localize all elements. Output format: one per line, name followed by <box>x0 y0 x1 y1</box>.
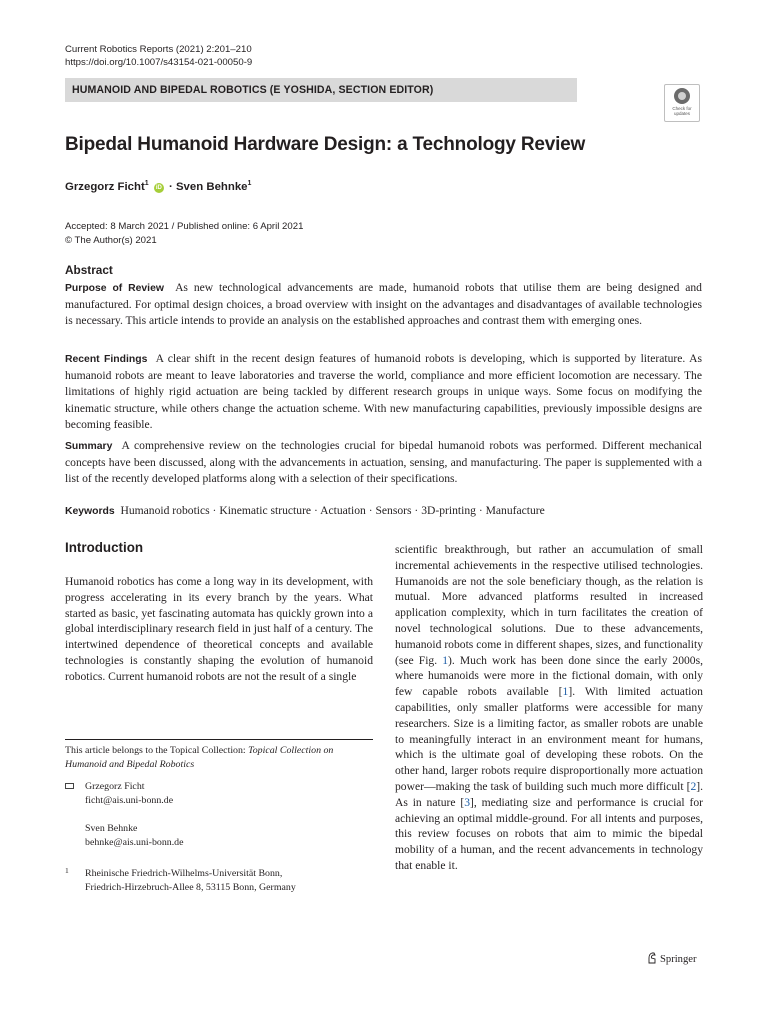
copyright-notice: © The Author(s) 2021 <box>65 234 157 246</box>
topical-collection-note <box>65 744 373 772</box>
intro-text: ]. As in nature [ <box>395 779 703 809</box>
intro-text: ]. With limited actuation capabilities, only smaller platforms were accessible for many researchers. Size is a limiting factor, as smaller robots are unable to meaningfully interact in an environment meant for humans, which is the ultimate goal of developing these robots. On the other hand, larger robots require disproportionally more actuation power—making the task of building such much more difficult [ <box>395 685 703 793</box>
intro-left-column: Humanoid robotics has come a long way in its development, with progress accelerating in its every branch by the years. What started as basic, yet fascinating automata has quickly grown into a global interdisciplinary research field in just half of a century. The intertwined dependence of theoretical concepts and available technologies is constantly shaping the evolution of humanoid robotics. Current humanoid robots are not the result of a single <box>65 575 373 683</box>
contact-email[interactable]: ficht@ais.uni-bonn.de <box>85 795 174 806</box>
section-banner: HUMANOID AND BIPEDAL ROBOTICS (E YOSHIDA, SECTION EDITOR) <box>65 78 577 102</box>
purpose-text: As new technological advancements are made, humanoid robots that utilise them are being designed and manufactured. For optimal design choices, a broad overview with insight on the advantages and disadvantages of available technologies is necessary. This article intends to provide an analysis on the established approaches and contrast them with emerging ones. <box>65 281 702 328</box>
doi-link[interactable]: https://doi.org/10.1007/s43154-021-00050-9 <box>65 57 253 68</box>
affiliation-line: Rheinische Friedrich-Wilhelms-Universität Bonn, <box>85 868 283 879</box>
affiliation <box>65 867 373 895</box>
journal-citation: Current Robotics Reports (2021) 2:201–210 <box>65 44 252 55</box>
accepted-published-dates: Accepted: 8 March 2021 / Published online: 6 April 2021 <box>65 221 304 232</box>
citation-link[interactable]: 3 <box>464 795 470 809</box>
crossmark-icon <box>674 88 690 104</box>
intro-right-column <box>395 542 703 874</box>
publication-dates <box>65 220 303 247</box>
envelope-icon <box>65 783 74 789</box>
intro-text: scientific breakthrough, but rather an accumulation of small incremental achievements in the respective utilised technologies. Humanoids are not the sole beneficiary though, as the relation is mutual. More advanced platforms resulted in increased application complexity, which in turn facilitates the creation of novel technological solutions. Due to these advancements, humanoid robots come in different shapes, sizes, and functionality (see Fig. <box>395 543 703 667</box>
article-title: Bipedal Humanoid Hardware Design: a Technology Review <box>65 134 586 155</box>
author-name[interactable]: Grzegorz Ficht <box>65 180 145 193</box>
intro-text: ). Much work has been done since the early 2000s, where humanoids were more in the fictional domain, with only few capable robots available [ <box>395 653 704 699</box>
findings-label: Recent Findings <box>65 354 148 365</box>
springer-logo <box>647 952 696 965</box>
abstract-heading: Abstract <box>65 263 113 277</box>
corresponding-author <box>65 780 373 850</box>
affiliation-line: Friedrich-Hirzebruch-Allee 8, 53115 Bonn, Germany <box>85 882 296 893</box>
contact-name: Grzegorz Ficht <box>85 781 145 792</box>
journal-header <box>65 43 252 69</box>
keywords-label: Keywords <box>65 506 115 517</box>
author-line <box>65 180 251 193</box>
citation-link[interactable]: 1 <box>562 685 569 699</box>
author-separator: · <box>165 180 176 193</box>
author-name[interactable]: Sven Behnke <box>175 180 248 193</box>
footnote-divider <box>65 739 373 740</box>
introduction-heading: Introduction <box>65 540 144 555</box>
topical-collection-name: Topical Collection on Humanoid and Bipedal Robotics <box>65 745 334 770</box>
summary-text: A comprehensive review on the technologies crucial for bipedal humanoid robots was performed. Different mechanical concepts have been discussed, along with the advancements in actuation, sensing, and manufacturing. The paper is supplemented with a list of the recently developed platforms along with a selection of their specifications. <box>65 439 702 486</box>
intro-text: ], mediating size and performance is crucial for achieving an optimal middle-ground. For all intents and purposes, this review focuses on robots that aim to mimic the bipedal mobility of a human, and the recent advancements in technology that enable it. <box>395 795 703 872</box>
affiliation-marker: 1 <box>247 180 252 187</box>
badge-text-1: Check for <box>672 106 692 111</box>
contact-email[interactable]: behnke@ais.uni-bonn.de <box>85 837 184 848</box>
abstract-summary <box>65 438 702 488</box>
keywords-text: Humanoid robotics · Kinematic structure · Actuation · Sensors · 3D-printing · Manufacture <box>120 504 545 517</box>
check-for-updates-badge[interactable] <box>664 84 700 122</box>
affiliation-marker: 1 <box>144 180 149 187</box>
summary-label: Summary <box>65 441 113 452</box>
contact-name: Sven Behnke <box>85 823 138 834</box>
orcid-icon[interactable]: iD <box>155 184 162 191</box>
publisher-name: Springer <box>660 954 697 965</box>
figure-reference-link[interactable]: 1 <box>442 653 448 667</box>
topical-prefix: This article belongs to the Topical Collection: <box>65 745 249 756</box>
springer-horse-icon <box>647 952 657 964</box>
keywords <box>65 503 702 520</box>
affiliation-number: 1 <box>65 866 69 875</box>
purpose-label: Purpose of Review <box>65 283 164 294</box>
abstract-purpose <box>65 280 702 330</box>
abstract-findings <box>65 351 702 433</box>
citation-link[interactable]: 2 <box>690 779 697 793</box>
findings-text: A clear shift in the recent design features of humanoid robots is developing, which is supported by literature. As humanoid robots are meant to leave laboratories and traverse the world, compliance and more efficient locomotion are necessary. The limitations of highly rigid actuation are being tackled by different research groups in unique ways. Some focus on modifying the kinematic structure, while others change the actuation scheme. With new manufacturing capabilities, previously impossible designs are becoming feasible. <box>65 352 702 431</box>
badge-text-2: updates <box>673 111 690 116</box>
